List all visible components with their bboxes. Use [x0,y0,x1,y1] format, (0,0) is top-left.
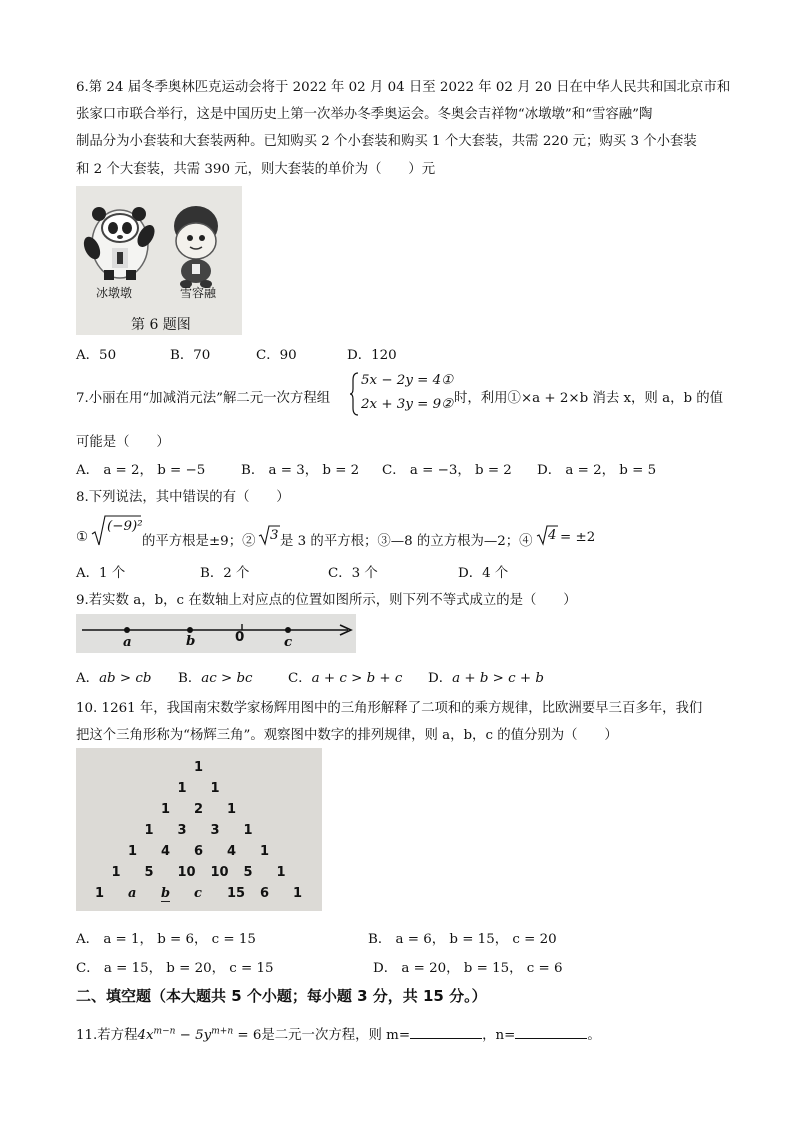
q8-option-c: C．3 个 [328,566,378,581]
q10-option-b: B． a = 6， b = 15， c = 20 [368,932,557,947]
mascot-illustration [76,186,242,335]
triangle-cell: 1 [144,823,154,838]
triangle-cell: 1 [161,802,171,817]
q7-equation-2: 2x + 3y = 9② [361,397,454,412]
q6-line3: 制品分为小套装和大套装两种。已知购买 2 个小套装和购买 1 个大套装，共需 220 元；购买 3 个小套装 [76,134,697,149]
q6-option-a: A．50 [76,348,117,363]
q9-option-d-letter: D． [428,671,453,686]
q6-option-b: B．70 [170,348,211,363]
q8-option-a: A．1 个 [76,566,126,581]
q6-line1: 6.第 24 届冬季奥林匹克运动会将于 2022 年 02 月 04 日至 2022 年 02 月 20 日在中华人民共和国北京市和 [76,80,731,95]
triangle-cell: b [161,886,171,901]
triangle-cell: 4 [227,844,237,859]
number-line [76,614,356,653]
q8-option-b: B．2 个 [200,566,250,581]
system-brace [349,372,359,416]
q9-option-d [428,667,544,686]
q9-option-c-letter: C． [288,671,312,686]
q11-suffix: 是二元一次方程，则 m= [261,1028,411,1043]
triangle-cell: 1 [128,844,138,859]
n-answer-blank[interactable] [515,1025,587,1039]
q9-option-a [76,667,151,686]
q8-radicand-1: (−9)² [107,519,143,534]
q7-option-d: D． a = 2， b = 5 [537,463,657,478]
q6-option-c: C．90 [256,348,297,363]
q9-option-b-expr: ac > bc [201,671,253,686]
triangle-cell: 1 [227,802,237,817]
q7-prefix: 7.小丽在用“加减消元法”解二元一次方程组 [76,391,331,406]
mascot-caption: 第 6 题图 [131,317,191,333]
q6-line4: 和 2 个大套装，共需 390 元，则大套装的单价为（ ）元 [76,162,436,177]
mascot-label-left: 冰墩墩 [96,286,133,300]
q9-option-a-letter: A． [76,671,100,686]
q7-line2: 可能是（ ） [76,435,170,450]
q11-period: 。 [587,1028,601,1043]
yanghui-triangle-figure [76,748,322,911]
axis-label-c: c [284,634,293,650]
q11-rhs: = 6 [233,1028,262,1043]
q7-suffix: 时，利用①×a + 2×b 消去 x，则 a，b 的值 [454,391,724,406]
mascot-photo [76,186,242,335]
q11-n-label: ，n= [482,1028,516,1043]
axis-label-b: b [186,633,196,649]
q7-option-a: A． a = 2， b = −5 [76,463,206,478]
q8-option-d: D．4 个 [458,566,509,581]
triangle-cell: 1 [194,760,204,775]
triangle-cell: 4 [161,844,171,859]
q10-option-d: D． a = 20， b = 15， c = 6 [373,961,563,976]
triangle-cell: a [128,886,137,901]
q8-s2-post: 是 3 的平方根；③—8 的立方根为—2；④ [280,534,533,549]
q9-option-c [288,667,402,686]
q8-radicand-4: 4 [548,528,557,543]
triangle-cell: 2 [194,802,204,817]
number-line-figure [76,614,356,653]
q7-option-c: C． a = −3， b = 2 [382,463,512,478]
section-2-title: 二、填空题（本大题共 5 个小题；每小题 3 分，共 15 分。） [76,987,487,1005]
triangle-cell: 3 [177,823,187,838]
q6-option-d: D．120 [347,348,397,363]
q10-option-a: A． a = 1， b = 6， c = 15 [76,932,256,947]
q11-term2: − 5y [175,1028,212,1043]
triangle-cell: 1 [276,865,286,880]
triangle-cell: 3 [210,823,220,838]
triangle-cell: 1 [243,823,253,838]
m-answer-blank[interactable] [410,1025,482,1039]
q8-sqrt-2 [258,524,280,550]
q11-exp2: m+n [211,1026,234,1037]
q8-sqrt-1 [91,514,141,552]
triangle-cell: 1 [293,886,303,901]
q8-stem: 8.下列说法，其中错误的有（ ） [76,490,290,505]
q8-s1-post: 的平方根是±9；② [142,534,256,549]
triangle-cell: 1 [95,886,105,901]
axis-label-zero: 0 [235,630,245,645]
q8-radicand-2: 3 [270,528,279,543]
q9-stem: 9.若实数 a，b，c 在数轴上对应点的位置如图所示，则下列不等式成立的是（ ） [76,593,577,608]
triangle-cell: 6 [194,844,204,859]
q10-option-c: C． a = 15， b = 20， c = 15 [76,961,274,976]
q8-s4-post: = ±2 [560,530,596,545]
q10-line2: 把这个三角形称为“杨辉三角”。观察图中数字的排列规律，则 a，b，c 的值分别为（ ） [76,728,618,743]
triangle-cell: 5 [243,865,253,880]
triangle-cell: 1 [260,844,270,859]
q8-sqrt-4 [536,524,558,550]
triangle-cell: 15 [227,886,246,901]
q9-option-a-expr: ab > cb [99,671,152,686]
q11-exp1: m−n [153,1026,176,1037]
q9-option-c-expr: a + c > b + c [311,671,403,686]
q11-line [76,1024,601,1043]
q7-equation-1: 5x − 2y = 4① [361,373,454,388]
q11-term1: 4x [137,1028,154,1043]
q7-option-b: B． a = 3， b = 2 [241,463,360,478]
q9-option-d-expr: a + b > c + b [452,671,544,686]
axis-label-a: a [123,634,132,650]
triangle-cell: 10 [210,865,229,880]
q8-s1-prefix: ① [76,530,89,545]
mascot-label-right: 雪容融 [180,286,217,300]
triangle-cell: c [194,886,202,901]
triangle-cell: 10 [177,865,196,880]
q6-line2: 张家口市联合举行，这是中国历史上第一次举办冬季奥运会。冬奥会吉祥物“冰墩墩”和“雪容融”陶 [76,107,653,122]
q9-option-b-letter: B． [178,671,202,686]
q10-line1: 10. 1261 年，我国南宋数学家杨辉用图中的三角形解释了二项和的乘方规律，比欧洲要早三百多年，我们 [76,701,703,716]
triangle-cell: 6 [260,886,270,901]
triangle-cell: 1 [177,781,187,796]
triangle-cell: 1 [210,781,220,796]
triangle-cell: 1 [111,865,121,880]
q9-option-b [178,667,253,686]
q11-prefix: 11.若方程 [76,1028,138,1043]
triangle-cell: 5 [144,865,154,880]
